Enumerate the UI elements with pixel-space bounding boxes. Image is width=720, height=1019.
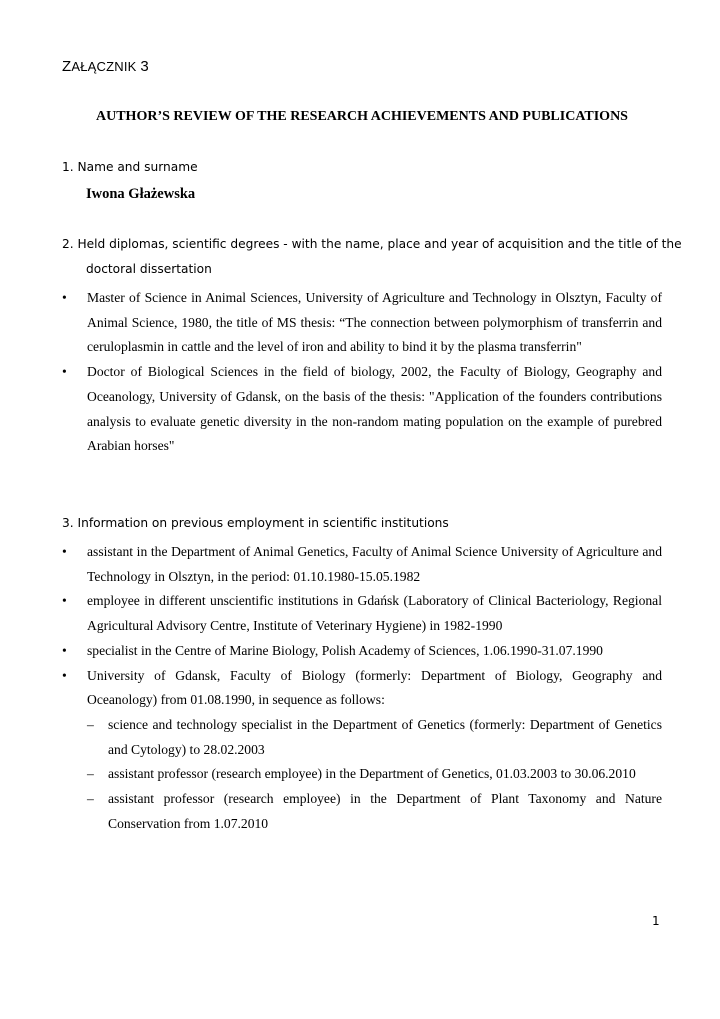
sub-list-item-text: assistant professor (research employee) in the Department of Genetics, 01.03.2003 to 30.06.2010 [108,766,636,782]
sub-list-item-text: science and technology specialist in the Department of Genetics (formerly: Department of Genetics and Cytology) to 28.02.2003 [108,716,662,757]
sub-list-item [87,713,662,762]
bullet-icon: • [62,544,67,559]
dash-icon: – [87,791,94,807]
section-2-list [62,286,662,459]
dash-icon: – [87,766,94,782]
bullet-icon: • [62,364,67,380]
sub-list-item [87,762,662,787]
list-item [62,589,662,638]
list-item-text: assistant in the Department of Animal Genetics, Faculty of Animal Science University of Agriculture and Technology in Olsztyn, in the period: 01.10.1980-15.05.1982 [87,544,662,584]
list-item-text: Master of Science in Animal Sciences, University of Agriculture and Technology in Olsztyn, Faculty of Animal Science, 1980, the title of MS thesis: “The connection between polymorphism of transferrin and ceruloplasmin in cattle and the level of iron and ability to bind it by the plasma transferrin" [87,290,662,355]
document-title: AUTHOR’S REVIEW OF THE RESEARCH ACHIEVEMENTS AND PUBLICATIONS [96,109,628,124]
sub-list [87,713,662,837]
list-item [62,360,662,459]
bullet-icon: • [62,593,67,609]
list-item [62,540,662,589]
section-3-heading: 3. Information on previous employment in scientific institutions [62,516,449,530]
list-item [62,286,662,360]
list-item-text: employee in different unscientific institutions in Gdańsk (Laboratory of Clinical Bacteriology, Regional Agricultural Advisory Centre, Institute of Veterinary Hygiene) in 1982-1990 [87,593,662,634]
list-item [62,664,662,837]
annex-number: 3 [140,58,149,75]
author-name: Iwona Głażewska [86,186,196,202]
annex-word: AŁĄCZNIK [71,59,137,74]
list-item-text: University of Gdansk, Faculty of Biology (formerly: Department of Biology, Geography and Oceanology) from 01.08.1990, in sequence as follows: [87,667,662,708]
list-item-text: Doctor of Biological Sciences in the field of biology, 2002, the Faculty of Biology, Geography and Oceanology, University of Gdansk, on the basis of the thesis: "Application of the founders contributions analysis to evaluate genetic diversity in the non-random mating population on the example of purebred Arabian horses" [87,364,662,454]
bullet-icon: • [62,642,67,658]
list-item [62,639,662,664]
bullet-icon: • [62,290,67,305]
sub-list-item [87,787,662,836]
dash-icon: – [87,716,94,732]
section-2-heading-continued: doctoral dissertation [86,262,212,276]
annex-label [62,58,149,75]
section-1-heading: 1. Name and surname [62,160,198,174]
sub-list-item-text: assistant professor (research employee) in the Department of Plant Taxonomy and Nature Conservation from 1.07.2010 [108,791,662,831]
section-2-heading: 2. Held diplomas, scientific degrees - with the name, place and year of acquisition and the title of the [62,237,682,251]
annex-initial: Z [62,58,72,75]
list-item-text: specialist in the Centre of Marine Biology, Polish Academy of Sciences, 1.06.1990-31.07.1990 [87,642,603,658]
page-number: 1 [652,914,660,928]
section-3-list [62,540,662,836]
bullet-icon: • [62,667,67,683]
